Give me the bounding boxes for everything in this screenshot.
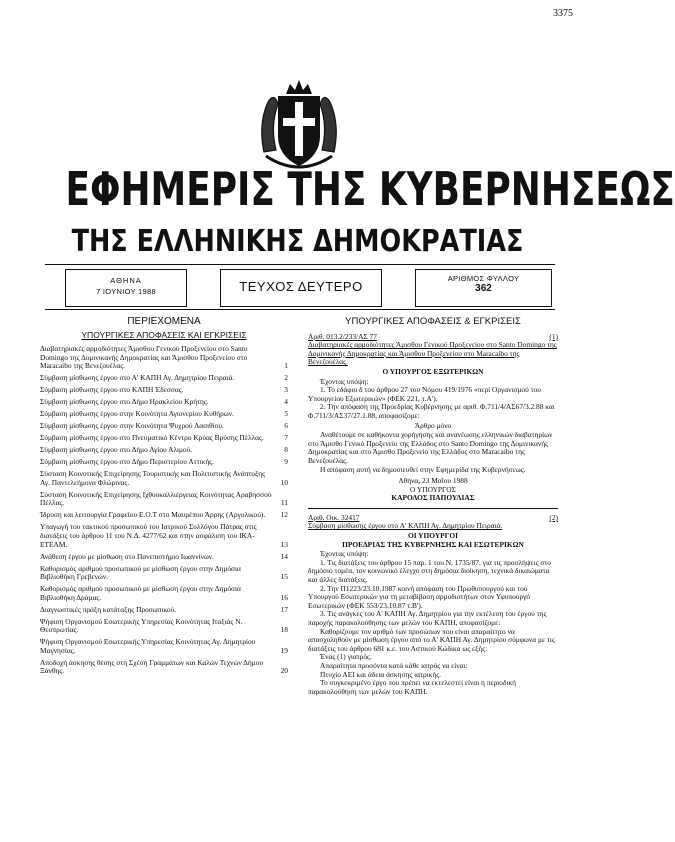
page-number: 3375 <box>553 8 573 19</box>
issue-date: 7 ΙΟΥΝΙΟΥ 1988 <box>96 287 156 296</box>
decision-1-intro: Έχοντας υπόψη: <box>320 376 369 386</box>
toc-item <box>40 470 288 487</box>
toc-item <box>40 618 288 635</box>
toc-item-page: 17 <box>280 604 288 614</box>
toc-item-text: Ψήφιση Οργανισμού Εσωτερικής Υπηρεσίας Κοινότητας Αγ. Δημητρίου Μαγνησίας. <box>40 637 256 655</box>
toc-item-page: 15 <box>280 572 288 582</box>
toc-item-text: Σύμβαση μίσθωσης έργου στο Δήμο Αγίου Αλιμού. <box>40 445 193 455</box>
toc-list <box>40 345 288 676</box>
decision-2-number: (2) <box>549 512 558 522</box>
decision-1-title: Διαβατηριακές αρμοδιότητες Άμισθου Γενικού Προξενείου στο Santo Domingo της Δομινικανής Δημοκρατίας και Άμισθου Προξενείου στο Maracaibo της Βενεζουέλας. <box>308 340 557 367</box>
toc-item <box>40 606 288 615</box>
toc-item-text: Διαγνωστικές πράξη κατάταξης Προσωπικού. <box>40 604 177 614</box>
toc-item <box>40 446 288 455</box>
toc-item-text: Ανάθεση έργου με μίσθωση στο Πανεπιστήμιο Ιωαννίνων. <box>40 551 215 561</box>
toc-item-page: 2 <box>284 373 288 383</box>
decision-1-signer: ΚΑΡΟΛΟΣ ΠΑΠΟΥΛΙΑΣ <box>391 493 475 503</box>
toc-item-page: 14 <box>280 551 288 561</box>
table-of-contents <box>40 318 288 679</box>
divider <box>308 508 558 509</box>
toc-item-page: 5 <box>284 409 288 419</box>
decision-1-ref: Αριθ. 013.2/233/ΑΣ 77 <box>308 331 377 341</box>
issue-header-box <box>45 264 555 310</box>
toc-item-page: 10 <box>280 477 288 487</box>
decision-2-p2: 2. Την Π1223/23.10.1987 κοινή απόφαση του Πρωθυπουργού και του Υπουργού Εσωτερικών για τη μεταβίβαση αρμοδιοτήτων στον Υφυπουργό Εσωτερικών (ΦΕΚ 553/23.10.87 τ.Β'). <box>308 583 531 610</box>
toc-item <box>40 565 288 582</box>
toc-item-page: 20 <box>280 666 288 676</box>
decision-1-p1: 1. Το εδάφιο δ του άρθρου 27 του Νόμου 419/1976 «περί Οργανισμού του Υπουργείου Εξωτερικών» (ΦΕΚ 221, τ.Α'). <box>308 385 541 403</box>
sheet-label: ΑΡΙΘΜΟΣ ΦΥΛΛΟΥ <box>447 274 520 283</box>
toc-item-text: Υπαγωγή του τακτικού προσωπικού του Ιατρικού Συλλόγου Πάτρας στις διατάξεις του άρθρου 11 του Ν.Δ. 4277/62 και στην ασφάλιση του ΙΚΑ-ΕΤΕΑΜ. <box>40 522 257 549</box>
toc-item-page: 4 <box>284 397 288 407</box>
toc-item-text: Σύμβαση μίσθωσης έργου στην Κοινότητα Αγιονερίου Κυθήρων. <box>40 409 234 419</box>
decision-2-intro: Έχοντας υπόψη: <box>320 549 369 559</box>
toc-item-text: Σύμβαση μίσθωσης έργου στο ΚΑΠΗ Έδεσσας. <box>40 385 184 395</box>
toc-heading: ΠΕΡΙΕΧΟΜΕΝΑ <box>127 316 201 327</box>
decision-2-p7: Πτυχίο ΑΕΙ και άδεια άσκησης ιατρικής. <box>320 669 442 679</box>
toc-item <box>40 553 288 562</box>
toc-item <box>40 458 288 467</box>
toc-subheading: ΥΠΟΥΡΓΙΚΕΣ ΑΠΟΦΑΣΕΙΣ ΚΑΙ ΕΓΚΡΙΣΕΙΣ <box>81 329 247 340</box>
toc-item <box>40 659 288 676</box>
issue-volume: ΤΕΥΧΟΣ ΔΕΥΤΕΡΟ <box>220 269 382 307</box>
decision-1-signer-title: Ο ΥΠΟΥΡΓΟΣ <box>410 484 456 494</box>
toc-item-page: 16 <box>280 592 288 602</box>
decision-2-authority-1: ΟΙ ΥΠΟΥΡΓΟΙ <box>407 531 459 541</box>
toc-item-text: Σύσταση Κοινοτικής Επιχείρησης Ιχθυοκαλλιέργειας Κοινότητας Αραβησσού Πέλλας. <box>40 489 272 508</box>
toc-item-text: Σύμβαση μίσθωσης έργου στο Δήμο Ηρακλείου Κρήτης. <box>40 397 209 407</box>
toc-item <box>40 386 288 395</box>
toc-item <box>40 585 288 602</box>
masthead-title: ΕΦΗΜΕΡΙΣ ΤΗΣ ΚΥΒΕΡΝΗΣΕΩΣ <box>65 162 675 216</box>
toc-item-page: 1 <box>284 361 288 371</box>
toc-item-page: 18 <box>280 625 288 635</box>
toc-item-text: Καθορισμός αριθμού προσωπικού με μίσθωση έργου στην Δημόσια Βιβλιοθήκη Δράμας. <box>40 584 241 602</box>
toc-item-text: Σύμβαση μίσθωσης έργου στο Α' ΚΑΠΗ Αγ. Δημητρίου Πειραιά. <box>40 373 235 383</box>
toc-item-text: Αποδοχή άσκησης θέσης στη Σχέση Γραμμάτων και Καλών Τεχνών Δήμου Ξάνθης. <box>40 657 264 676</box>
decision-2-p8: Το συγκεκριμένο έργο που πρέπει να εκτελεστεί είναι η περιοδική παρακολούθηση των μελών του ΚΑΠΗ. <box>308 678 517 696</box>
toc-item <box>40 638 288 655</box>
toc-item <box>40 434 288 443</box>
decision-2-authority-2: ΠΡΟΕΔΡΙΑΣ ΤΗΣ ΚΥΒΕΡΝΗΣΗΣ ΚΑΙ ΕΣΩΤΕΡΙΚΩΝ <box>342 539 524 549</box>
toc-item-page: 13 <box>280 539 288 549</box>
decision-1-article: Άρθρο μόνο <box>414 420 452 430</box>
decisions-heading: ΥΠΟΥΡΓΙΚΕΣ ΑΠΟΦΑΣΕΙΣ & ΕΓΚΡΙΣΕΙΣ <box>345 316 521 327</box>
sheet-box <box>415 269 552 307</box>
place-label: ΑΘΗΝΑ <box>110 276 142 285</box>
decision-1-authority: Ο ΥΠΟΥΡΓΟΣ ΕΞΩΤΕΡΙΚΩΝ <box>382 366 484 376</box>
toc-item <box>40 398 288 407</box>
toc-item-page: 19 <box>280 645 288 655</box>
place-date-box <box>65 269 187 307</box>
toc-item-page: 9 <box>284 457 288 467</box>
toc-item-page: 12 <box>280 510 288 520</box>
decision-1-p2: 2. Την απόφαση της Προεδρίας Κυβέρνησης με αριθ. Φ.711/4/ΑΣ67/3.2.88 και Φ.711/3/ΑΣ37/27.1.88, αποφασίζομε: <box>308 402 555 420</box>
toc-item-text: Σύμβαση μίσθωσης έργου στο Δήμο Περιστερίου Αττικής. <box>40 457 214 467</box>
sheet-number: 362 <box>475 283 492 294</box>
decision-2-p4: Καθορίζουμε τον αριθμό των προσώπων που είναι απαραίτητο να απασχοληθούν με μίσθωση έργου από το Α' ΚΑΠΗ Αγ. Δημητρίου σύμφωνα με τις διατάξεις του άρθρου 681 κ.ε. του Αστικού Κώδικα ως εξής: <box>308 626 555 653</box>
decision-2-title: Σύμβαση μίσθωσης έργου στο Α' ΚΑΠΗ Αγ. Δημητρίου Πειραιά. <box>308 521 503 531</box>
toc-item-text: Ίδρυση και λειτουργία Γραφείου Ε.Ο.Τ στο Μαυρέπου Άρρης (Αργολικού). <box>40 510 266 520</box>
toc-item-page: 7 <box>284 433 288 443</box>
decision-1-date: Αθήνα, 23 Μαΐου 1988 <box>398 476 468 486</box>
toc-item-text: Καθορισμός αριθμού προσωπικού με μίσθωση έργου στην Δημόσια Βιβλιοθήκη Γρεβενών. <box>40 563 241 582</box>
toc-item <box>40 523 288 549</box>
toc-item-page: 8 <box>284 445 288 455</box>
toc-item <box>40 511 288 520</box>
decision-2-p5: Ένας (1) γιατρός. <box>320 652 372 662</box>
decision-2-p3: 3. Τις ανάγκες του Α' ΚΑΠΗ Αγ. Δημητρίου για την εκτέλεση του έργου της παροχής παρακολούθησης των μελών του ΚΑΠΗ, αποφασίζομε: <box>308 609 547 627</box>
toc-item <box>40 410 288 419</box>
decisions-column <box>308 318 558 696</box>
toc-item-text: Ψήφιση Οργανισμού Εσωτερικής Υπηρεσίας Κοινότητας Ιταξιάς Ν. Θεσπρωτίας. <box>40 616 243 635</box>
masthead-subtitle: ΤΗΣ ΕΛΛΗΝΙΚΗΣ ΔΗΜΟΚΡΑΤΙΑΣ <box>71 224 524 259</box>
decision-1-p3: Αναθέτουμε σε καθήκοντα χορήγησης και ανανέωσης ελληνικών διαβατηρίων στο Άμισθο Γενικό Προξενείο της Ελλάδος στο Santo Domingo της Δομινικανής Δημοκρατίας και στο Άμισθο Προξενείο της Ελλάδος στο Maracaibo της Βενεζουέλας. <box>308 430 553 465</box>
decision-1-number: (1) <box>549 331 558 341</box>
toc-item-page: 6 <box>284 421 288 431</box>
toc-item <box>40 345 288 371</box>
toc-item-page: 3 <box>284 385 288 395</box>
toc-item <box>40 374 288 383</box>
toc-item-text: Διαβατηριακές αρμοδιότητες Άμισθου Γενικού Προξενείου στο Santo Domingo της Δομινικανής Δημοκρατίας και Άμισθου Προξενείου στο Maracaibo της Βενεζουέλας. <box>40 344 248 371</box>
decision-1-p4: Η απόφαση αυτή να δημοσιευθεί στην Εφημερίδα της Κυβερνήσεως. <box>320 464 526 474</box>
toc-item <box>40 422 288 431</box>
toc-item <box>40 491 288 508</box>
decision-2-ref: Αριθ. Οικ. 32417 <box>308 512 360 522</box>
toc-item-text: Σύμβαση μίσθωσης έργου στην Κοινότητα Ψυχρού Λασιθίου. <box>40 421 224 431</box>
toc-item-text: Σύσταση Κοινοτικής Επιχείρησης Τουριστικής και Πολιτιστικής Ανάπτυξης Αγ. Παντελεήμονα Φλώρινας. <box>40 469 266 487</box>
toc-item-page: 11 <box>280 498 288 508</box>
decision-2-p6: Απαραίτητα προσόντα κατά κάθε ιατρός να είναι: <box>320 660 468 670</box>
toc-item-text: Σύμβαση μίσθωσης έργου στο Πνευματικό Κέντρο Κρύας Βρύσης Πέλλας. <box>40 433 264 443</box>
decision-2-p1: 1. Τις διατάξεις του άρθρου 15 παρ. 1 του Ν. 1735/87, για τις προσλήψεις στο δημόσιο τομέα, τον κοινωνικό έλεγχο στη δημόσια διοίκηση, τεχνικά δικαιώματα και άλλες διατάξεις. <box>308 557 552 585</box>
